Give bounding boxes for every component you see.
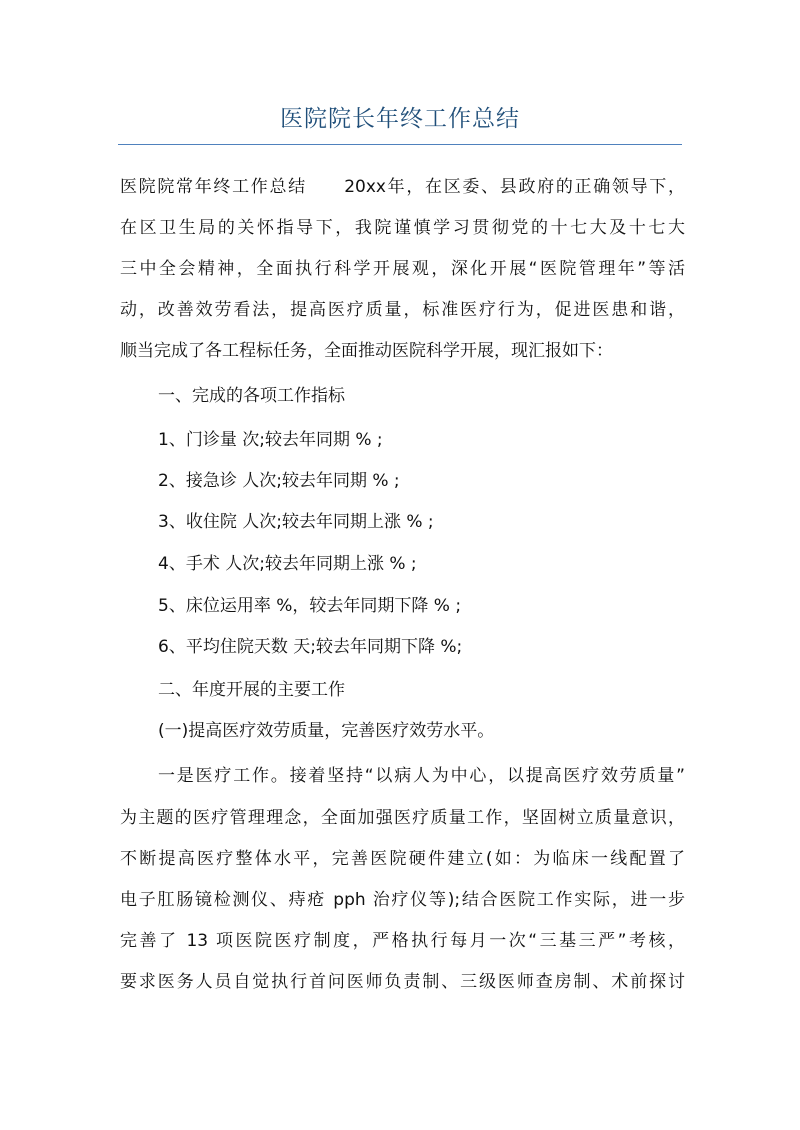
section-heading: 一、完成的各项工作指标 — [158, 386, 345, 406]
indicator-item: 1、门诊量 次;较去年同期 % ; — [158, 430, 383, 450]
indicator-item: 5、床位运用率 %，较去年同期下降 % ; — [158, 596, 462, 616]
indicator-item: 6、平均住院天数 天;较去年同期下降 %; — [158, 637, 463, 657]
subsection-heading: (一)提高医疗效劳质量，完善医疗效劳水平。 — [158, 721, 495, 741]
paragraph-line: 不断提高医疗整体水平，完善医院硬件建立(如：为临床一线配置了 — [120, 849, 685, 869]
paragraph-line: 一是医疗工作。接着坚持“以病人为中心，以提高医疗效劳质量” — [158, 766, 685, 786]
section-heading: 二、年度开展的主要工作 — [158, 680, 345, 700]
indicator-item: 4、手术 人次;较去年同期上涨 % ; — [158, 554, 417, 574]
indicator-item: 3、收住院 人次;较去年同期上涨 % ; — [158, 512, 434, 532]
paragraph-line: 三中全会精神，全面执行科学开展观，深化开展“医院管理年”等活 — [120, 259, 685, 279]
title-underline — [118, 144, 682, 145]
indicator-item: 2、接急诊 人次;较去年同期 % ; — [158, 471, 400, 491]
paragraph-line: 顺当完成了各工程标任务，全面推动医院科学开展，现汇报如下： — [120, 341, 613, 361]
paragraph-line: 动，改善效劳看法，提高医疗质量，标准医疗行为，促进医患和谐， — [120, 300, 685, 320]
document-title: 医院院长年终工作总结 — [280, 106, 520, 132]
paragraph-line: 为主题的医疗管理理念，全面加强医疗质量工作，坚固树立质量意识， — [120, 808, 685, 828]
paragraph-line: 要求医务人员自觉执行首问医师负责制、三级医师查房制、术前探讨 — [120, 972, 685, 992]
paragraph-line: 电子肛肠镜检测仪、痔疮 pph 治疗仪等);结合医院工作实际，进一步 — [120, 890, 685, 910]
paragraph-line: 完善了 13 项医院医疗制度，严格执行每月一次“三基三严”考核， — [120, 931, 685, 951]
paragraph-line: 医院院常年终工作总结 20xx年，在区委、县政府的正确领导下， — [120, 177, 685, 197]
paragraph-line: 在区卫生局的关怀指导下，我院谨慎学习贯彻党的十七大及十七大 — [120, 218, 685, 238]
